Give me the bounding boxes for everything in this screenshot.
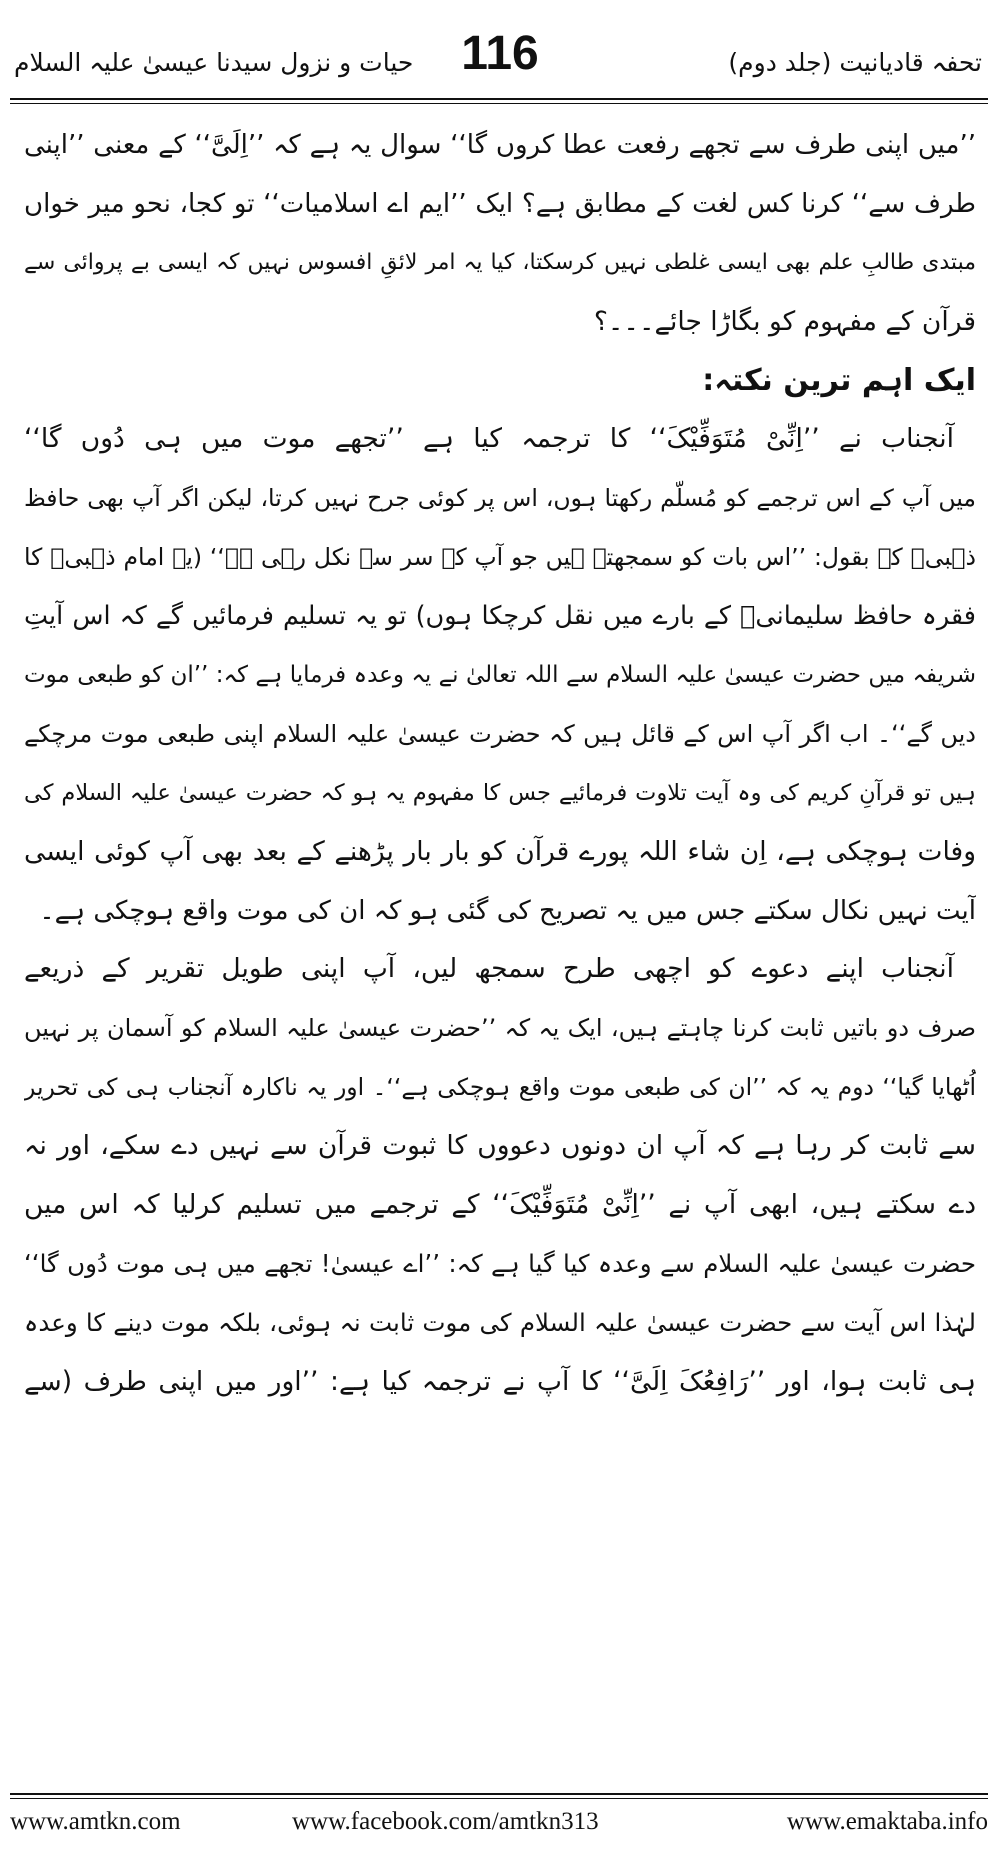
chapter-title: حیات و نزول سیدنا عیسیٰ علیہ السلام	[14, 48, 414, 77]
text-line: اُٹھایا گیا‘‘ دوم یہ کہ ’’ان کی طبعی موت واقع ہوچکی ہے‘‘۔ اور یہ ناکارہ آنجناب ہی کی تحریر	[24, 1073, 976, 1102]
header-rule-thin	[10, 103, 988, 104]
page-body	[24, 116, 976, 1412]
footer-rule	[10, 1793, 988, 1795]
text-line: ’’میں اپنی طرف سے تجھے رفعت عطا کروں گا‘‘ سوال یہ ہے کہ ’’اِلَیَّ‘‘ کے معنی ’’اپنی	[24, 130, 976, 160]
text-line: سے ثابت کر رہا ہے کہ آپ ان دونوں دعووں کا ثبوت قرآن سے نہیں دے سکے، اور نہ	[24, 1130, 976, 1162]
page-footer	[0, 1806, 1000, 1842]
page-header	[0, 14, 1000, 96]
book-title: تحفہ قادیانیت (جلد دوم)	[728, 48, 982, 77]
text-line: ہیں تو قرآنِ کریم کی وہ آیت تلاوت فرمائیے جس کا مفہوم یہ ہو کہ حضرت عیسیٰ علیہ السلام کی	[24, 779, 976, 806]
text-line: وفات ہوچکی ہے، اِن شاء اللہ پورے قرآن کو بار بار پڑھنے کے بعد بھی آپ کوئی ایسی	[24, 835, 976, 867]
text-line: صرف دو باتیں ثابت کرنا چاہتے ہیں، ایک یہ کہ ’’حضرت عیسیٰ علیہ السلام کو آسمان پر نہیں	[24, 1014, 976, 1043]
text-line: فقرہ حافظ سلیمانیؒ کے بارے میں نقل کرچکا ہوں) تو یہ تسلیم فرمائیں گے کہ اس آیتِ	[24, 601, 976, 632]
page-number: 116	[461, 27, 539, 80]
text-line: دیں گے‘‘۔ اب اگر آپ اس کے قائل ہیں کہ حضرت عیسیٰ علیہ السلام اپنی طبعی موت مرچکے	[24, 719, 976, 748]
text-line: آنجناب اپنے دعوے کو اچھی طرح سمجھ لیں، آپ اپنی طویل تقریر کے ذریعے	[24, 953, 954, 985]
text-line: لہٰذا اس آیت سے حضرت عیسیٰ علیہ السلام کی موت ثابت نہ ہوئی، بلکہ موت دینے کا وعدہ	[24, 1307, 976, 1337]
text-line: حضرت عیسیٰ علیہ السلام سے وعدہ کیا گیا ہے کہ: ’’اے عیسیٰ! تجھے میں ہی موت دُوں گا‘‘	[24, 1248, 976, 1278]
text-line: میں آپ کے اس ترجمے کو مُسلّم رکھتا ہوں، اس پر کوئی جرح نہیں کرتا، لیکن اگر آپ بھی حافظ	[24, 484, 976, 513]
footer-link-emaktaba: www.emaktaba.info	[786, 1808, 988, 1835]
footer-rule-thin	[10, 1798, 988, 1799]
text-line: شریفہ میں حضرت عیسیٰ علیہ السلام سے اللہ تعالیٰ نے یہ وعدہ فرمایا ہے کہ: ’’ان کو طبعی موت	[24, 662, 976, 689]
header-rule	[10, 98, 988, 100]
text-line: ہی ثابت ہوا، اور ’’رَافِعُکَ اِلَیَّ‘‘ کا آپ نے ترجمہ کیا ہے: ’’اور میں اپنی طرف (سے	[24, 1365, 976, 1397]
text-line: مبتدی طالبِ علم بھی ایسی غلطی نہیں کرسکتا، کیا یہ امر لائقِ افسوس نہیں کہ ایسی بے پروائی سے	[24, 249, 976, 275]
text-line: طرف سے‘‘ کرنا کس لغت کے مطابق ہے؟ ایک ’’ایم اے اسلامیات‘‘ تو کجا، نحو میر خواں	[24, 188, 976, 219]
text-line: آیت نہیں نکال سکتے جس میں یہ تصریح کی گئی ہو کہ ان کی موت واقع ہوچکی ہے۔	[39, 895, 976, 926]
footer-link-amtkn: www.amtkn.com	[10, 1808, 181, 1835]
text-line: ذہبیؒ کے بقول: ’’اس بات کو سمجھتے ہیں جو آپ کے سر سے نکل رہی ہے‘‘ (یہ امام ذہبیؒ کا	[24, 543, 976, 572]
text-line: دے سکتے ہیں، ابھی آپ نے ’’اِنِّیْ مُتَوَفِّیْکَ‘‘ کے ترجمے میں تسلیم کرلیا کہ اس میں	[24, 1189, 976, 1221]
text-line: قرآن کے مفہوم کو بگاڑا جائے۔۔۔؟	[593, 305, 976, 337]
footer-link-facebook: www.facebook.com/amtkn313	[292, 1808, 599, 1835]
text-line: آنجناب نے ’’اِنِّیْ مُتَوَفِّیْکَ‘‘ کا ترجمہ کیا ہے ’’تجھے موت میں ہی دُوں گا‘‘	[24, 423, 954, 455]
section-heading: ایک اہم ترین نکتہ:	[702, 362, 976, 398]
